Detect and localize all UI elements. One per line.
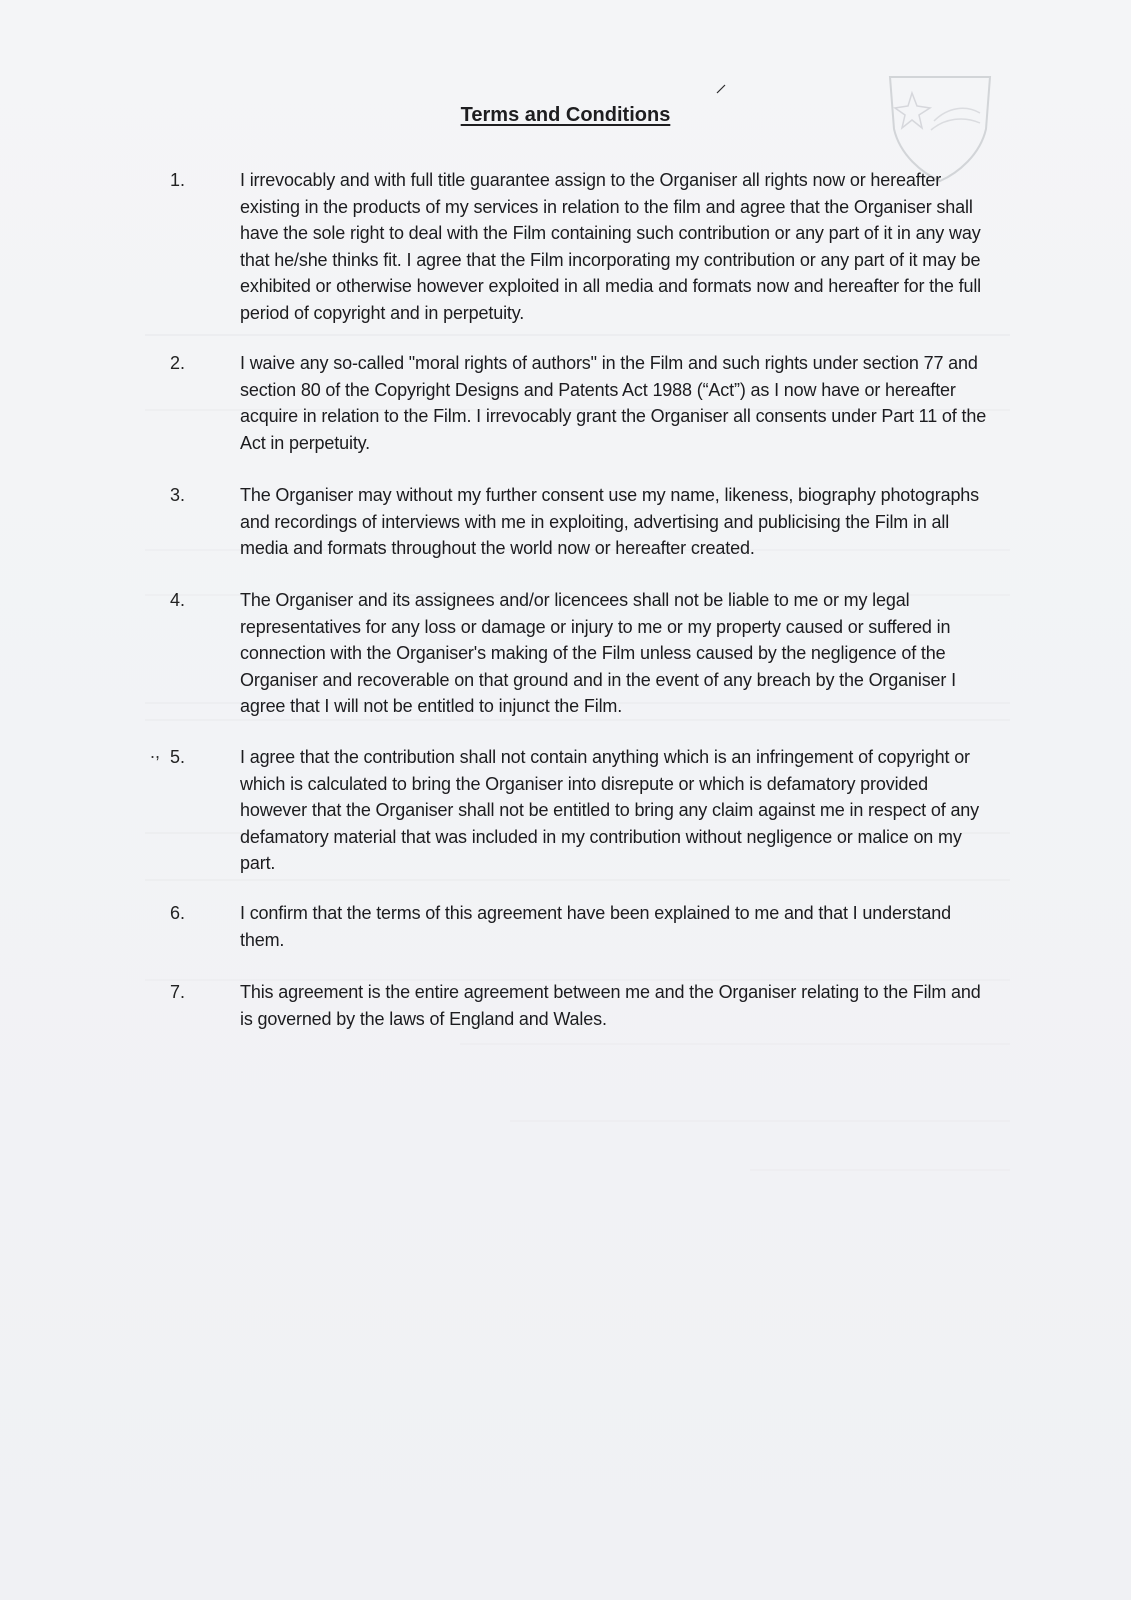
stray-dots: ., — [150, 742, 161, 762]
term-text: I confirm that the terms of this agreement have been explained to me and that I understand them. — [240, 903, 951, 950]
term-text: This agreement is the entire agreement between me and the Organiser relating to the Film and is governed by the laws of England and Wales. — [240, 982, 981, 1029]
term-number: 4. — [170, 590, 186, 610]
term-text: The Organiser and its assignees and/or licencees shall not be liable to me or my legal representatives for any loss or damage or injury to me or my property caused or suffered in connection with the Organiser's making of the Film unless caused by the negligence of the Organiser and recoverable on that ground and in the event of any breach by the Organiser I agree that I will not be entitled to injunct the Film. — [240, 590, 956, 717]
term-number: 6. — [170, 903, 186, 923]
document-title — [0, 104, 1131, 127]
pen-mark — [716, 84, 726, 94]
document-title-text: Terms and Conditions — [460, 104, 671, 126]
term-text: I waive any so-called "moral rights of authors" in the Film and such rights under section 77 and section 80 of the Copyright Designs and Patents Act 1988 (“Act”) as I now have or hereafter acquire in relation to the Film. I irrevocably grant the Organiser all consents under Part 11 of the Act in perpetuity. — [240, 353, 987, 453]
term-number: 1. — [170, 170, 186, 190]
term-number: 3. — [170, 485, 186, 505]
term-text: I irrevocably and with full title guarantee assign to the Organiser all rights now or hereafter existing in the products of my services in relation to the film and agree that the Organiser shall have the sole right to deal with the Film containing such contribution or any part of it in any way that he/she thinks fit. I agree that the Film incorporating my contribution or any part of it may be exhibited or otherwise however exploited in all media and formats now and hereafter for the full period of copyright and in perpetuity. — [240, 170, 982, 323]
term-number: 2. — [170, 353, 186, 373]
term-text: The Organiser may without my further consent use my name, likeness, biography photographs and recordings of interviews with me in exploiting, advertising and publicising the Film in all media and formats throughout the world now or hereafter created. — [240, 485, 980, 559]
term-number: 5. — [170, 747, 186, 767]
term-text: I agree that the contribution shall not contain anything which is an infringement of copyright or which is calculated to bring the Organiser into disrepute or which is defamatory provided however that the Organiser shall not be entitled to bring any claim against me in respect of any defamatory material that was included in my contribution without negligence or malice on my part. — [240, 747, 980, 874]
term-number: 7. — [170, 982, 186, 1002]
